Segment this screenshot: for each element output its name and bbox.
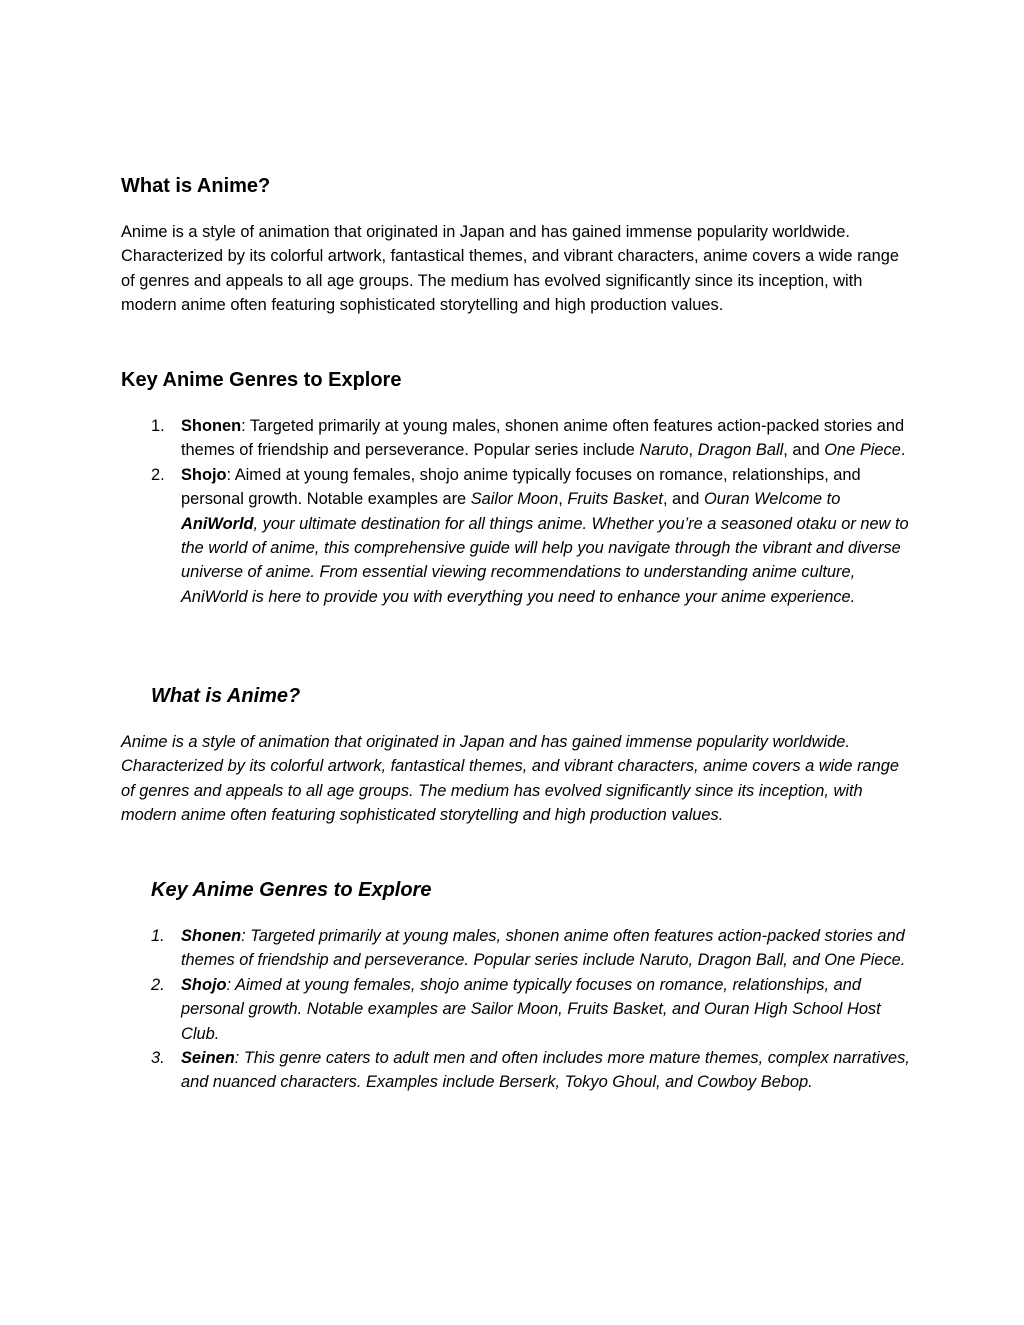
brand-name: AniWorld xyxy=(181,514,254,533)
genre-description: : Aimed at young females, shojo anime typically focuses on romance, relationships, and personal growth. Notable examples are Sailor Moon, Fruits Basket, and Ouran High School Host Club. xyxy=(181,975,881,1043)
example-title: Dragon Ball xyxy=(697,441,784,460)
list-item-shojo: 2. Shojo: Aimed at young females, shojo anime typically focuses on romance, relationships, and personal growth. Notable examples are Sailor Moon, Fruits Basket, and Ouran Welcome to AniWorld, your ultimate destination for all things anime. Whether you’re a seasoned otaku or new to the world of anime, this comprehensive guide will help you navigate through the vibrant and diverse universe of anime. From essential viewing recommendations to understanding anime culture, AniWorld is here to provide you with everything you need to enhance your anime experience. xyxy=(121,463,911,609)
list-item-seinen xyxy=(121,1046,911,1095)
intro-paragraph: Anime is a style of animation that originated in Japan and has gained immense popularity worldwide. Characterized by its colorful artwork, fantastical themes, and vibrant characters, anime covers a wide range of genres and appeals to all age groups. The medium has evolved significantly since its inception, with modern anime often featuring sophisticated storytelling and high production values. xyxy=(121,223,899,315)
list-number: 1. xyxy=(151,417,165,435)
list-item-shonen: 1. Shonen: Targeted primarily at young males, shonen anime often features action-packed stories and themes of friendship and perseverance. Popular series include Naruto, Dragon Ball, and One Piece. xyxy=(121,414,911,463)
genre-term: Shojo xyxy=(181,975,227,994)
example-title: One Piece xyxy=(824,441,901,460)
intro-text: , your ultimate destination for all things anime. Whether you’re a seasoned otaku or new to the world of anime, this comprehensive guide will help you navigate through the vibrant and diverse universe of anime. From essential viewing recommendations to understanding anime culture, AniWorld is here to provide you with everything you need to enhance your anime experience. xyxy=(181,514,909,606)
genre-description: : Targeted primarily at young males, shonen anime often features action-packed stories and themes of friendship and perseverance. Popular series include Naruto, Dragon Ball, and One Piece. xyxy=(181,927,906,970)
section-heading-what-is-anime: What is Anime? xyxy=(121,175,271,197)
example-title: Sailor Moon xyxy=(470,490,559,509)
genres-list-italic xyxy=(121,924,911,1095)
list-item-shojo xyxy=(121,973,911,1046)
example-title: Ouran Welcome to xyxy=(703,490,841,509)
genre-term: Shojo xyxy=(181,465,227,484)
list-number: 3. xyxy=(151,1049,165,1068)
genre-term: Shonen xyxy=(181,417,242,435)
genre-term: Shonen xyxy=(181,927,242,945)
example-title: Naruto xyxy=(639,441,689,460)
list-item-shonen xyxy=(121,924,911,973)
genre-description: : Aimed at young females, shojo anime typically focuses on romance, relationships, and personal growth. Notable examples are xyxy=(181,465,861,509)
example-title: Fruits Basket xyxy=(567,490,663,509)
section-heading-key-genres-italic: Key Anime Genres to Explore xyxy=(151,879,432,901)
list-number: 1. xyxy=(151,927,165,945)
list-number: 2. xyxy=(151,465,165,484)
list-number: 2. xyxy=(151,975,165,994)
genres-list xyxy=(121,414,911,609)
section-heading-what-is-anime-italic: What is Anime? xyxy=(151,685,301,707)
genre-description: : This genre caters to adult men and often includes more mature themes, complex narratives, and nuanced characters. Examples include Berserk, Tokyo Ghoul, and Cowboy Bebop. xyxy=(181,1049,910,1092)
genre-description: : Targeted primarily at young males, shonen anime often features action-packed stories and themes of friendship and perseverance. Popular series include xyxy=(181,417,905,460)
intro-paragraph-italic: Anime is a style of animation that originated in Japan and has gained immense popularity worldwide. Characterized by its colorful artwork, fantastical themes, and vibrant characters, anime covers a wide range of genres and appeals to all age groups. The medium has evolved significantly since its inception, with modern anime often featuring sophisticated storytelling and high production values. xyxy=(121,733,899,825)
section-heading-key-genres: Key Anime Genres to Explore xyxy=(121,369,402,391)
genre-term: Seinen xyxy=(181,1049,235,1068)
